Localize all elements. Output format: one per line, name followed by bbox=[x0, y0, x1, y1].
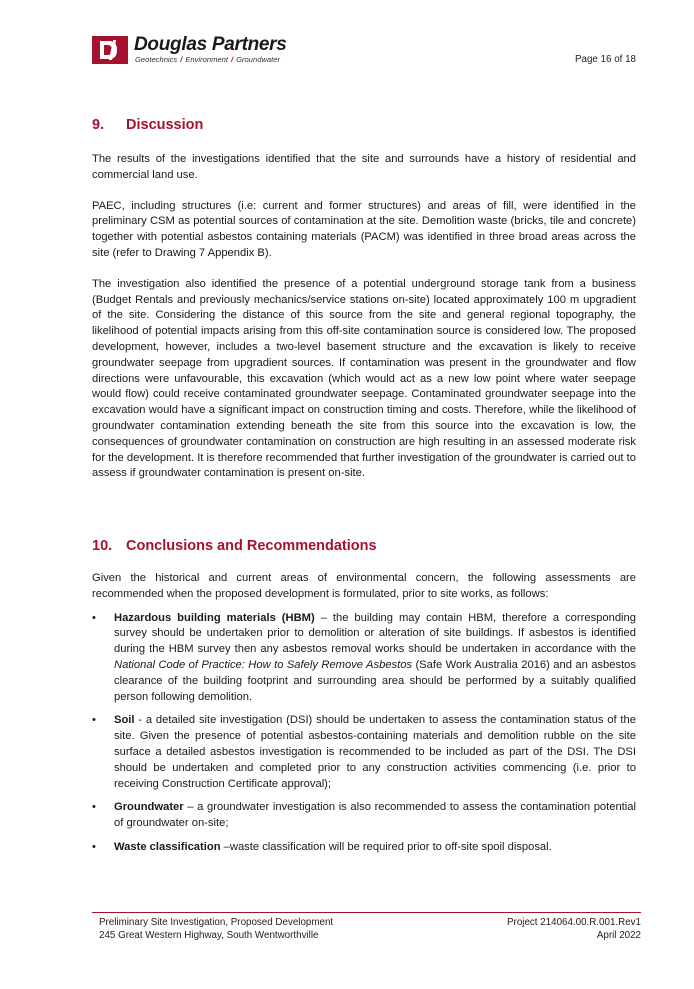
section-conclusions-body bbox=[92, 571, 636, 864]
paragraph: PAEC, including structures (i.e: current and former structures) and areas of fill, were identified in the preliminary CSM as potential sources of contamination at the site. Demolition waste (bricks, tile and concrete) together with potential asbestos containing materials (PACM) was identified in three broad areas across the site (refer to Drawing 7 Appendix B). bbox=[92, 199, 636, 259]
douglas-partners-logo-icon bbox=[92, 36, 128, 64]
company-logo bbox=[92, 36, 322, 66]
section-conclusions bbox=[92, 539, 636, 555]
list-item: • Waste classification –waste classification will be required prior to off-site spoil disposal. bbox=[92, 840, 636, 856]
list-item: • Soil - a detailed site investigation (DSI) should be undertaken to assess the contamination status of the site. Given the presence of potential asbestos-containing materials and demolition rubble on the site surface a detailed asbestos investigation is recommended to be included as part of the DSI. The DSI should be undertaken and completed prior to any construction activities commencing (i.e. prior to receiving Construction Certificate approval); bbox=[92, 713, 636, 792]
paragraph: Given the historical and current areas of environmental concern, the following assessments are recommended when the proposed development is formulated, prior to site works, as follows: bbox=[92, 572, 636, 600]
footer-divider bbox=[92, 912, 641, 913]
footer-project-info: Project 214064.00.R.001.Rev1 April 2022 bbox=[507, 917, 641, 941]
page-number: Page 16 of 18 bbox=[574, 54, 636, 65]
section-discussion-body bbox=[92, 152, 636, 482]
list-item: • Groundwater – a groundwater investigation is also recommended to assess the contamination potential of groundwater on-site; bbox=[92, 800, 636, 832]
paragraph: The investigation also identified the presence of a potential underground storage tank from a business (Budget Rentals and previously mechanics/service stations on-site) located approximately 100 m upgradient of the site. Considering the distance of this source from the site and general regional topography, the likelihood of potential impacts arising from this off-site contamination source is considered low. The proposed development, however, includes a two-level basement structure and the excavation is likely to receive groundwater seepage from upgradient sources. If contamination was present in the groundwater and flow directions were unfavourable, this excavation (which would act as a new low point where water seepage would flow) could receive contaminated groundwater seepage. Contaminated groundwater seepage into the excavation would have a significant impact on construction timing and costs. Therefore, while the likelihood of groundwater contamination extending beneath the site from this source into the excavation is low, the consequences of groundwater contamination on construction are high resulting in an assessed moderate risk for the development. It is therefore recommended that further investigation of the groundwater is carried out to assess if groundwater contamination is present on-site. bbox=[92, 277, 636, 480]
section-heading: 9. Discussion bbox=[92, 117, 204, 133]
footer-document-info: Preliminary Site Investigation, Proposed Development 245 Great Western Highway, South Wentworthville bbox=[99, 917, 334, 941]
section-discussion bbox=[92, 118, 636, 134]
paragraph: The results of the investigations identified that the site and surrounds have a history of residential and commercial land use. bbox=[92, 153, 636, 181]
list-item: • Hazardous building materials (HBM) – the building may contain HBM, therefore a corresponding survey should be undertaken prior to demolition or alteration of site buildings. If asbestos is identified during the HBM survey then any asbestos removal works should be undertaken in accordance with the National Code of Practice: How to Safely Remove Asbestos (Safe Work Australia 2016) and an asbestos clearance of the building footprint and surrounding area should be performed by a suitably qualified person following demolition. bbox=[92, 611, 636, 706]
brand-tagline: Geotechnics / Environment / Groundwater bbox=[135, 55, 281, 64]
brand-name: Douglas Partners bbox=[134, 34, 287, 55]
recommendation-list bbox=[92, 611, 636, 856]
section-heading: 10. Conclusions and Recommendations bbox=[92, 538, 377, 554]
